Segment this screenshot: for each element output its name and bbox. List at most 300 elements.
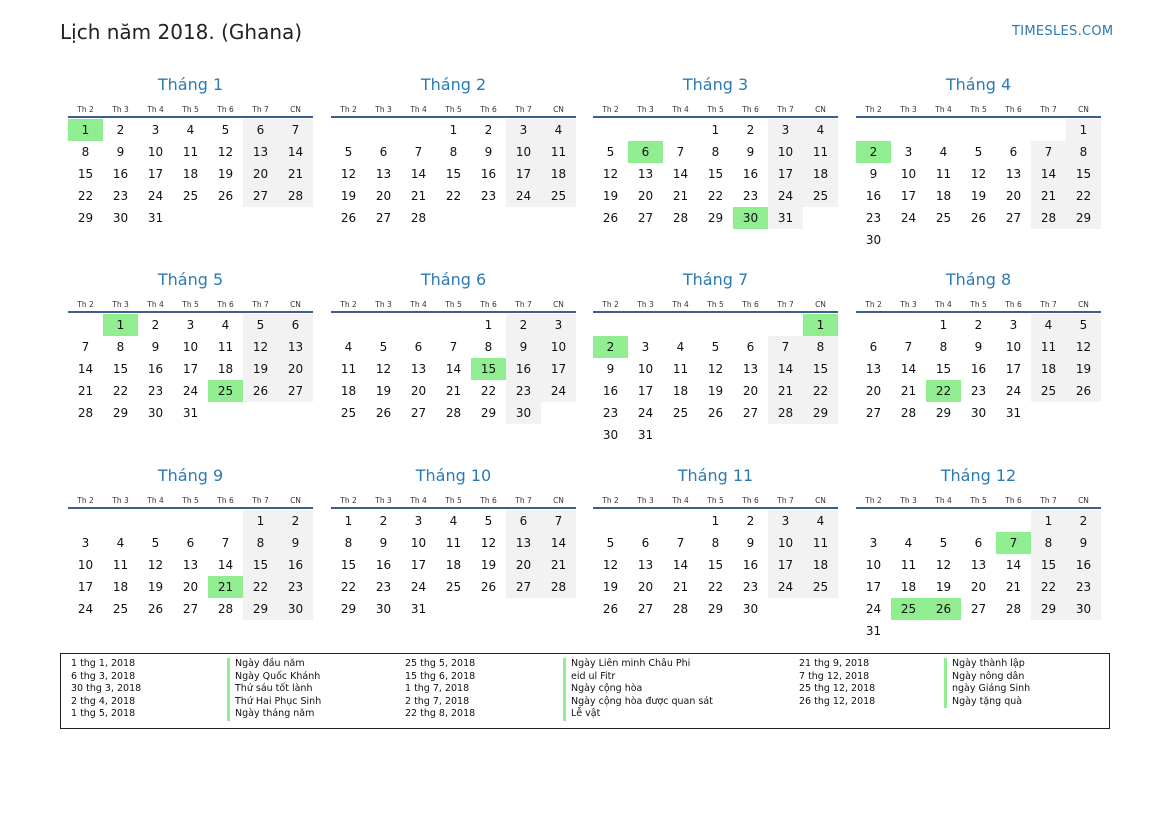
weekday-label: Th 2 xyxy=(340,300,357,309)
day-cell: 1 xyxy=(449,123,458,137)
day-cell: 28 xyxy=(410,211,427,225)
day-cell: 8 xyxy=(1066,141,1101,163)
day-cell: 28 xyxy=(672,602,689,616)
day-cell: 4 xyxy=(676,340,685,354)
day-cell: 19 xyxy=(970,189,987,203)
legend-holiday-name: Ngày cộng hòa được quan sát xyxy=(571,695,713,707)
day-cell: 16 xyxy=(375,558,392,572)
weekday-label: Th 5 xyxy=(445,105,462,114)
empty-cell xyxy=(401,314,436,336)
day-cell: 27 xyxy=(970,602,987,616)
empty-cell xyxy=(663,510,698,532)
day-cell: 1 xyxy=(1031,510,1066,532)
weekday-label: Th 2 xyxy=(602,496,619,505)
day-cell: 6 xyxy=(379,145,388,159)
day-cell: 23 xyxy=(506,380,541,402)
day-cell: 15 xyxy=(77,167,94,181)
weekday-label: Th 7 xyxy=(777,300,794,309)
day-cell: 12 xyxy=(602,167,619,181)
weekday-label: Th 4 xyxy=(672,300,689,309)
day-cell: 15 xyxy=(707,167,724,181)
day-cell: 2 xyxy=(506,314,541,336)
day-cell: 9 xyxy=(746,536,755,550)
day-cell: 20 xyxy=(1005,189,1022,203)
day-cell: 12 xyxy=(243,336,278,358)
weekday-label: Th 6 xyxy=(217,496,234,505)
day-cell: 23 xyxy=(742,189,759,203)
day-cell: 25 xyxy=(1031,380,1066,402)
weekday-label: CN xyxy=(815,105,826,114)
day-cell: 26 xyxy=(147,602,164,616)
month-title: Tháng 11 xyxy=(677,466,754,485)
empty-cell xyxy=(366,314,401,336)
legend-holiday-name: Ngày nông dân xyxy=(952,670,1025,682)
day-cell: 20 xyxy=(506,554,541,576)
day-cell: 24 xyxy=(768,576,803,598)
weekday-label: CN xyxy=(815,300,826,309)
day-cell: 22 xyxy=(707,189,724,203)
empty-cell xyxy=(628,510,663,532)
legend-holiday-name: Thứ Hai Phục Sinh xyxy=(235,695,322,707)
header-divider xyxy=(593,507,838,509)
day-cell: 25 xyxy=(541,185,576,207)
day-cell: 17 xyxy=(77,580,94,594)
weekday-label: Th 3 xyxy=(375,496,392,505)
month-title: Tháng 10 xyxy=(415,466,492,485)
empty-cell xyxy=(663,314,698,336)
day-grid xyxy=(856,314,1101,424)
month-5 xyxy=(68,269,313,424)
weekday-label: CN xyxy=(553,300,564,309)
day-cell: 29 xyxy=(707,211,724,225)
month-3 xyxy=(593,74,838,229)
weekday-label: Th 3 xyxy=(900,105,917,114)
day-cell: 12 xyxy=(480,536,497,550)
day-cell: 28 xyxy=(217,602,234,616)
day-cell: 10 xyxy=(900,167,917,181)
day-cell: 6 xyxy=(641,536,650,550)
day-cell: 9 xyxy=(974,340,983,354)
day-cell: 17 xyxy=(410,558,427,572)
day-cell: 8 xyxy=(803,336,838,358)
header-divider xyxy=(68,507,313,509)
day-cell: 13 xyxy=(243,141,278,163)
day-cell: 7 xyxy=(1031,141,1066,163)
day-cell: 29 xyxy=(243,598,278,620)
weekday-header xyxy=(68,490,313,507)
day-cell: 18 xyxy=(541,163,576,185)
weekday-label: CN xyxy=(1078,496,1089,505)
empty-cell xyxy=(663,119,698,141)
day-cell: 1 xyxy=(711,123,720,137)
empty-cell xyxy=(926,510,961,532)
legend-date: 26 thg 12, 2018 xyxy=(799,695,876,707)
day-cell: 5 xyxy=(974,145,983,159)
day-cell: 28 xyxy=(278,185,313,207)
day-cell: 21 xyxy=(900,384,917,398)
day-cell: 21 xyxy=(541,554,576,576)
day-cell: 14 xyxy=(217,558,234,572)
day-cell: 12 xyxy=(375,362,392,376)
month-2 xyxy=(331,74,576,229)
day-cell: 3 xyxy=(768,510,803,532)
empty-cell xyxy=(1031,119,1066,141)
day-cell: 21 xyxy=(672,189,689,203)
day-cell: 20 xyxy=(637,189,654,203)
day-cell: 8 xyxy=(81,145,90,159)
day-cell: 21 xyxy=(1005,580,1022,594)
weekday-header xyxy=(68,294,313,311)
day-cell: 30 xyxy=(602,428,619,442)
day-cell: 26 xyxy=(217,189,234,203)
weekday-header xyxy=(593,490,838,507)
day-cell: 2 xyxy=(116,123,125,137)
day-cell: 31 xyxy=(147,211,164,225)
day-cell: 3 xyxy=(869,536,878,550)
legend-date: 21 thg 9, 2018 xyxy=(799,658,870,669)
day-cell: 12 xyxy=(602,558,619,572)
day-cell: 5 xyxy=(711,340,720,354)
weekday-header xyxy=(593,99,838,116)
day-cell: 23 xyxy=(970,384,987,398)
day-cell: 3 xyxy=(151,123,160,137)
holiday-cell: 2 xyxy=(593,336,628,358)
weekday-label: Th 7 xyxy=(777,496,794,505)
day-cell: 29 xyxy=(112,406,129,420)
legend-holiday-name: ngày Giáng Sinh xyxy=(952,683,1031,695)
day-cell: 1 xyxy=(939,318,948,332)
day-grid xyxy=(68,314,313,424)
holiday-cell: 22 xyxy=(926,380,961,402)
day-cell: 5 xyxy=(606,536,615,550)
day-cell: 28 xyxy=(768,402,803,424)
weekday-label: Th 2 xyxy=(865,496,882,505)
day-cell: 4 xyxy=(449,514,458,528)
day-cell: 22 xyxy=(340,580,357,594)
day-cell: 6 xyxy=(506,510,541,532)
day-cell: 11 xyxy=(112,558,129,572)
day-cell: 4 xyxy=(344,340,353,354)
day-cell: 16 xyxy=(865,189,882,203)
day-cell: 18 xyxy=(672,384,689,398)
empty-cell xyxy=(593,510,628,532)
holiday-cell: 15 xyxy=(471,358,506,380)
day-cell: 3 xyxy=(904,145,913,159)
day-cell: 14 xyxy=(445,362,462,376)
day-cell: 7 xyxy=(278,119,313,141)
weekday-label: Th 3 xyxy=(375,300,392,309)
day-cell: 26 xyxy=(707,406,724,420)
empty-cell xyxy=(856,119,891,141)
header-divider xyxy=(856,116,1101,118)
day-cell: 31 xyxy=(1005,406,1022,420)
day-cell: 27 xyxy=(182,602,199,616)
day-cell: 18 xyxy=(445,558,462,572)
weekday-label: Th 3 xyxy=(637,300,654,309)
weekday-label: Th 6 xyxy=(742,496,759,505)
day-cell: 19 xyxy=(707,384,724,398)
day-cell: 27 xyxy=(865,406,882,420)
day-cell: 9 xyxy=(869,167,878,181)
weekday-label: Th 2 xyxy=(77,300,94,309)
day-grid xyxy=(68,510,313,620)
empty-cell xyxy=(68,314,103,336)
month-title: Tháng 6 xyxy=(420,270,487,289)
weekday-label: Th 6 xyxy=(1005,496,1022,505)
day-cell: 21 xyxy=(410,189,427,203)
weekday-label: Th 4 xyxy=(935,496,952,505)
day-cell: 15 xyxy=(707,558,724,572)
day-cell: 26 xyxy=(375,406,392,420)
legend-date: 6 thg 3, 2018 xyxy=(71,670,136,682)
day-grid xyxy=(593,510,838,620)
month-9 xyxy=(68,465,313,620)
day-cell: 30 xyxy=(506,402,541,424)
day-cell: 19 xyxy=(243,358,278,380)
day-cell: 27 xyxy=(742,406,759,420)
day-cell: 28 xyxy=(900,406,917,420)
weekday-header xyxy=(331,294,576,311)
day-cell: 16 xyxy=(506,358,541,380)
day-cell: 22 xyxy=(803,380,838,402)
day-cell: 28 xyxy=(445,406,462,420)
day-cell: 15 xyxy=(243,554,278,576)
day-cell: 28 xyxy=(541,576,576,598)
day-grid xyxy=(593,119,838,229)
empty-cell xyxy=(891,510,926,532)
weekday-label: Th 6 xyxy=(217,300,234,309)
day-cell: 26 xyxy=(480,580,497,594)
day-cell: 7 xyxy=(768,336,803,358)
weekday-label: Th 3 xyxy=(637,496,654,505)
day-cell: 19 xyxy=(217,167,234,181)
month-title: Tháng 8 xyxy=(945,270,1012,289)
day-cell: 12 xyxy=(1066,336,1101,358)
brand-link[interactable]: TIMESLES.COM xyxy=(1012,24,1114,39)
weekday-label: Th 6 xyxy=(480,300,497,309)
day-cell: 7 xyxy=(676,536,685,550)
month-11 xyxy=(593,465,838,620)
day-cell: 14 xyxy=(77,362,94,376)
day-cell: 11 xyxy=(541,141,576,163)
day-cell: 20 xyxy=(182,580,199,594)
holiday-cell: 25 xyxy=(891,598,926,620)
header-divider xyxy=(856,311,1101,313)
day-cell: 16 xyxy=(480,167,497,181)
day-cell: 20 xyxy=(865,384,882,398)
holiday-cell: 1 xyxy=(103,314,138,336)
day-cell: 20 xyxy=(375,189,392,203)
weekday-label: Th 7 xyxy=(1040,105,1057,114)
weekday-label: Th 5 xyxy=(445,496,462,505)
day-cell: 4 xyxy=(186,123,195,137)
day-cell: 30 xyxy=(147,406,164,420)
day-cell: 14 xyxy=(410,167,427,181)
empty-cell xyxy=(926,119,961,141)
weekday-label: Th 5 xyxy=(707,300,724,309)
empty-cell xyxy=(208,510,243,532)
day-cell: 22 xyxy=(112,384,129,398)
empty-cell xyxy=(138,510,173,532)
day-cell: 13 xyxy=(1005,167,1022,181)
holiday-cell: 1 xyxy=(68,119,103,141)
weekday-header xyxy=(593,294,838,311)
day-cell: 22 xyxy=(243,576,278,598)
empty-cell xyxy=(103,510,138,532)
day-cell: 14 xyxy=(672,167,689,181)
legend-names-col xyxy=(563,658,713,721)
day-cell: 4 xyxy=(541,119,576,141)
day-cell: 9 xyxy=(379,536,388,550)
weekday-label: CN xyxy=(553,496,564,505)
weekday-header xyxy=(856,490,1101,507)
day-cell: 3 xyxy=(414,514,423,528)
empty-cell xyxy=(331,119,366,141)
legend-holiday-name: Lễ vật xyxy=(571,708,601,720)
day-cell: 25 xyxy=(672,406,689,420)
day-cell: 2 xyxy=(379,514,388,528)
day-cell: 14 xyxy=(672,558,689,572)
day-cell: 10 xyxy=(541,336,576,358)
weekday-label: CN xyxy=(1078,300,1089,309)
weekday-label: Th 4 xyxy=(147,496,164,505)
day-cell: 30 xyxy=(742,602,759,616)
day-cell: 29 xyxy=(480,406,497,420)
weekday-label: CN xyxy=(290,105,301,114)
day-cell: 16 xyxy=(147,362,164,376)
day-cell: 27 xyxy=(637,211,654,225)
day-cell: 21 xyxy=(445,384,462,398)
holiday-cell: 1 xyxy=(803,314,838,336)
month-10 xyxy=(331,465,576,620)
legend-holiday-name: Ngày đầu năm xyxy=(235,658,305,669)
day-cell: 6 xyxy=(414,340,423,354)
day-cell: 3 xyxy=(81,536,90,550)
weekday-label: Th 3 xyxy=(112,300,129,309)
day-cell: 6 xyxy=(186,536,195,550)
day-cell: 13 xyxy=(410,362,427,376)
day-cell: 5 xyxy=(484,514,493,528)
weekday-label: Th 5 xyxy=(182,300,199,309)
day-cell: 2 xyxy=(974,318,983,332)
legend-holiday-name: eid ul Fitr xyxy=(571,670,616,682)
holiday-cell: 2 xyxy=(856,141,891,163)
weekday-label: Th 6 xyxy=(480,105,497,114)
weekday-label: Th 4 xyxy=(147,300,164,309)
day-cell: 25 xyxy=(445,580,462,594)
weekday-label: Th 2 xyxy=(77,496,94,505)
empty-cell xyxy=(891,119,926,141)
day-cell: 10 xyxy=(637,362,654,376)
day-cell: 16 xyxy=(742,558,759,572)
day-grid xyxy=(331,119,576,229)
legend-holiday-name: Ngày Liên minh Châu Phi xyxy=(571,658,691,669)
legend-holiday-name: Thứ sáu tốt lành xyxy=(235,683,313,695)
day-cell: 14 xyxy=(278,141,313,163)
day-cell: 29 xyxy=(1066,207,1101,229)
day-cell: 2 xyxy=(484,123,493,137)
holiday-cell: 6 xyxy=(628,141,663,163)
day-cell: 5 xyxy=(344,145,353,159)
day-cell: 13 xyxy=(742,362,759,376)
day-cell: 18 xyxy=(935,189,952,203)
day-cell: 7 xyxy=(904,340,913,354)
day-cell: 25 xyxy=(340,406,357,420)
empty-cell xyxy=(173,510,208,532)
day-cell: 30 xyxy=(865,233,882,247)
empty-cell xyxy=(961,510,996,532)
day-cell: 23 xyxy=(480,189,497,203)
day-cell: 9 xyxy=(1066,532,1101,554)
day-cell: 17 xyxy=(900,189,917,203)
day-cell: 25 xyxy=(935,211,952,225)
weekday-label: Th 4 xyxy=(410,300,427,309)
day-cell: 4 xyxy=(904,536,913,550)
day-cell: 13 xyxy=(506,532,541,554)
day-cell: 9 xyxy=(506,336,541,358)
day-cell: 23 xyxy=(865,211,882,225)
day-cell: 19 xyxy=(480,558,497,572)
weekday-label: Th 5 xyxy=(182,496,199,505)
day-cell: 10 xyxy=(506,141,541,163)
day-cell: 2 xyxy=(1066,510,1101,532)
weekday-label: Th 4 xyxy=(935,300,952,309)
day-cell: 31 xyxy=(637,428,654,442)
legend-holiday-name: Ngày tặng quà xyxy=(952,695,1023,707)
day-cell: 24 xyxy=(768,185,803,207)
weekday-label: Th 3 xyxy=(375,105,392,114)
day-cell: 5 xyxy=(151,536,160,550)
day-cell: 24 xyxy=(900,211,917,225)
day-cell: 11 xyxy=(217,340,234,354)
day-cell: 1 xyxy=(484,318,493,332)
day-cell: 8 xyxy=(116,340,125,354)
day-cell: 6 xyxy=(746,340,755,354)
day-cell: 13 xyxy=(970,558,987,572)
day-cell: 10 xyxy=(410,536,427,550)
day-cell: 7 xyxy=(676,145,685,159)
day-cell: 16 xyxy=(278,554,313,576)
day-cell: 25 xyxy=(803,576,838,598)
day-cell: 17 xyxy=(147,167,164,181)
weekday-label: Th 7 xyxy=(1040,300,1057,309)
day-cell: 7 xyxy=(221,536,230,550)
day-cell: 18 xyxy=(112,580,129,594)
day-cell: 14 xyxy=(900,362,917,376)
day-cell: 5 xyxy=(939,536,948,550)
empty-cell xyxy=(891,314,926,336)
weekday-label: Th 3 xyxy=(900,300,917,309)
day-cell: 21 xyxy=(1031,185,1066,207)
day-cell: 19 xyxy=(602,189,619,203)
day-cell: 15 xyxy=(1031,554,1066,576)
weekday-label: Th 6 xyxy=(742,300,759,309)
day-cell: 2 xyxy=(746,123,755,137)
day-cell: 30 xyxy=(1066,598,1101,620)
day-cell: 14 xyxy=(541,532,576,554)
weekday-label: Th 5 xyxy=(970,105,987,114)
day-cell: 17 xyxy=(182,362,199,376)
day-grid xyxy=(68,119,313,229)
day-cell: 12 xyxy=(707,362,724,376)
day-cell: 9 xyxy=(151,340,160,354)
legend-names-col xyxy=(227,658,321,721)
holiday-cell: 25 xyxy=(208,380,243,402)
day-cell: 23 xyxy=(1066,576,1101,598)
month-title: Tháng 1 xyxy=(157,75,224,94)
day-cell: 19 xyxy=(602,580,619,594)
day-cell: 28 xyxy=(77,406,94,420)
